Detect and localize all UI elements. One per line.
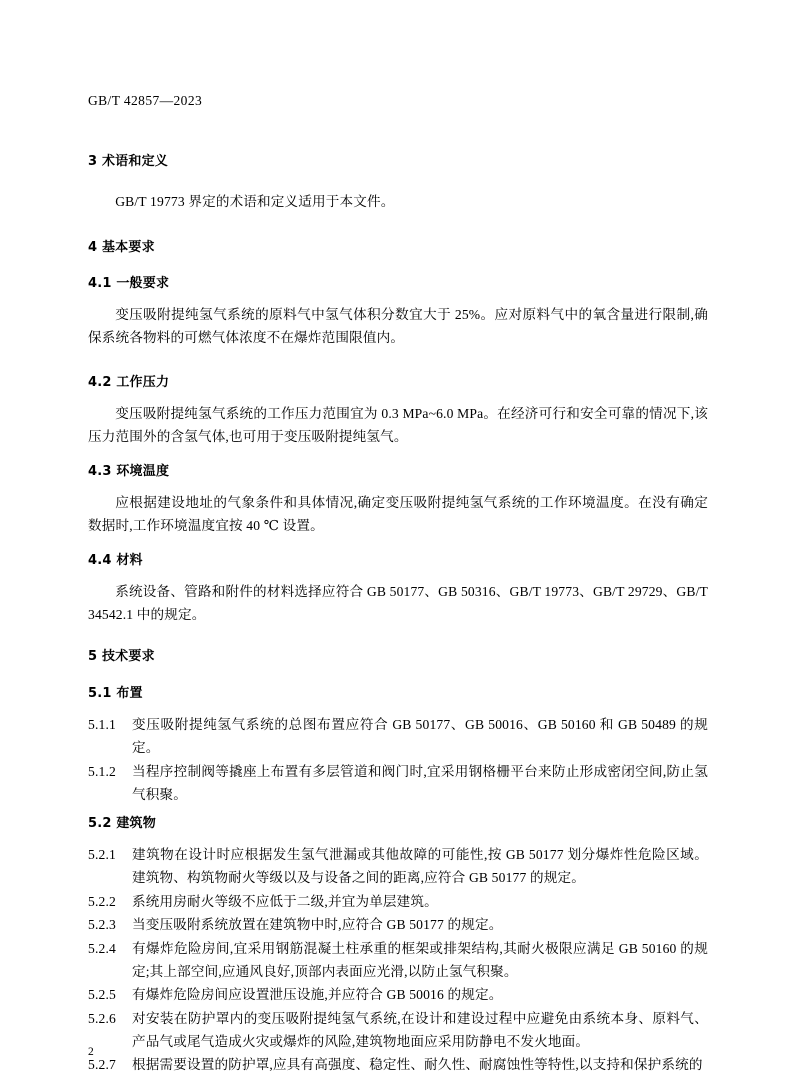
standard-number-header: GB/T 42857—2023 bbox=[88, 93, 203, 108]
clause-item bbox=[88, 760, 708, 807]
clause-number: 5.2.7 bbox=[88, 1057, 116, 1073]
section-3-heading-wrap bbox=[88, 150, 708, 169]
section-4-1-body bbox=[88, 303, 708, 350]
clause-number: 5.1.1 bbox=[88, 717, 116, 732]
section-4-2-body bbox=[88, 402, 708, 449]
clause-text: 建筑物在设计时应根据发生氢气泄漏或其他故障的可能性,按 GB 50177 划分爆炸性危险区域。建筑物、构筑物耐火等级以及与设备之间的距离,应符合 GB 50177 的规定。 bbox=[132, 847, 708, 886]
section-4-3-body bbox=[88, 491, 708, 538]
section-3-heading: 3 术语和定义 bbox=[88, 154, 168, 169]
clause-item bbox=[88, 1007, 708, 1054]
paragraph: 变压吸附提纯氢气系统的原料气中氢气体积分数宜大于 25%。应对原料气中的氧含量进行限制,确保系统各物料的可燃气体浓度不在爆炸范围限值内。 bbox=[88, 307, 708, 346]
section-4-1-heading-wrap bbox=[88, 272, 708, 291]
paragraph: 系统设备、管路和附件的材料选择应符合 GB 50177、GB 50316、GB/T 19773、GB/T 29729、GB/T 34542.1 中的规定。 bbox=[88, 584, 709, 623]
clause-number: 5.2.5 bbox=[88, 987, 116, 1003]
clause-number: 5.2.4 bbox=[88, 940, 116, 956]
paragraph: 变压吸附提纯氢气系统的工作压力范围宜为 0.3 MPa~6.0 MPa。在经济可行和安全可靠的情况下,该压力范围外的含氢气体,也可用于变压吸附提纯氢气。 bbox=[88, 406, 708, 445]
section-4-2-heading: 4.2 工作压力 bbox=[88, 375, 170, 390]
clause-number: 5.1.2 bbox=[88, 763, 116, 779]
clause-text: 有爆炸危险房间应设置泄压设施,并应符合 GB 50016 的规定。 bbox=[132, 987, 503, 1003]
clause-number: 5.2.3 bbox=[88, 917, 116, 933]
page-number: 2 bbox=[88, 1046, 94, 1058]
clause-text: 系统用房耐火等级不应低于二级,并宜为单层建筑。 bbox=[132, 893, 438, 909]
section-4-heading: 4 基本要求 bbox=[88, 240, 155, 255]
section-4-4-heading: 4.4 材料 bbox=[88, 553, 143, 568]
clause-item bbox=[88, 843, 708, 890]
clause-item bbox=[88, 713, 708, 760]
clause-item bbox=[88, 913, 708, 936]
section-5-2-heading-wrap bbox=[88, 812, 708, 831]
section-4-1-heading: 4.1 一般要求 bbox=[88, 276, 170, 291]
clause-text: 当变压吸附系统放置在建筑物中时,应符合 GB 50177 的规定。 bbox=[132, 917, 503, 933]
clause-text: 当程序控制阀等撬座上布置有多层管道和阀门时,宜采用钢格栅平台来防止形成密闭空间,防止氢气积聚。 bbox=[132, 763, 708, 803]
clause-number: 5.2.6 bbox=[88, 1010, 116, 1026]
clause-item bbox=[88, 890, 708, 913]
section-4-3-heading-wrap bbox=[88, 460, 708, 479]
section-5-1-body bbox=[88, 713, 708, 807]
section-5-1-heading-wrap bbox=[88, 682, 708, 701]
section-5-2-heading: 5.2 建筑物 bbox=[88, 816, 156, 831]
clause-item bbox=[88, 983, 708, 1006]
section-4-heading-wrap bbox=[88, 236, 708, 255]
clause-item bbox=[88, 1053, 708, 1076]
section-4-4-heading-wrap bbox=[88, 549, 708, 568]
section-3-body bbox=[88, 190, 708, 213]
clause-number: 5.2.2 bbox=[88, 893, 116, 909]
section-5-1-heading: 5.1 布置 bbox=[88, 686, 143, 701]
section-4-4-body bbox=[88, 580, 708, 627]
section-5-heading-wrap bbox=[88, 645, 708, 664]
clause-text: 变压吸附提纯氢气系统的总图布置应符合 GB 50177、GB 50016、GB 50160 和 GB 50489 的规定。 bbox=[132, 717, 708, 756]
section-5-heading: 5 技术要求 bbox=[88, 649, 155, 664]
section-5-2-body bbox=[88, 843, 708, 1076]
clause-item bbox=[88, 937, 708, 984]
section-4-3-heading: 4.3 环境温度 bbox=[88, 464, 170, 479]
paragraph: GB/T 19773 界定的术语和定义适用于本文件。 bbox=[115, 194, 395, 209]
paragraph: 应根据建设地址的气象条件和具体情况,确定变压吸附提纯氢气系统的工作环境温度。在没有确定数据时,工作环境温度宜按 40 ℃ 设置。 bbox=[88, 495, 708, 534]
clause-text: 对安装在防护罩内的变压吸附提纯氢气系统,在设计和建设过程中应避免由系统本身、原料气、产品气或尾气造成火灾或爆炸的风险,建筑物地面应采用防静电不发火地面。 bbox=[132, 1010, 708, 1049]
clause-number: 5.2.1 bbox=[88, 847, 116, 862]
section-4-2-heading-wrap bbox=[88, 371, 708, 390]
clause-text: 根据需要设置的防护罩,应具有高强度、稳定性、耐久性、耐腐蚀性等特性,以支持和保护系统的 bbox=[132, 1057, 703, 1073]
clause-text: 有爆炸危险房间,宜采用钢筋混凝土柱承重的框架或排架结构,其耐火极限应满足 GB 50160 的规定;其上部空间,应通风良好,顶部内表面应光滑,以防止氢气积聚。 bbox=[132, 940, 708, 979]
